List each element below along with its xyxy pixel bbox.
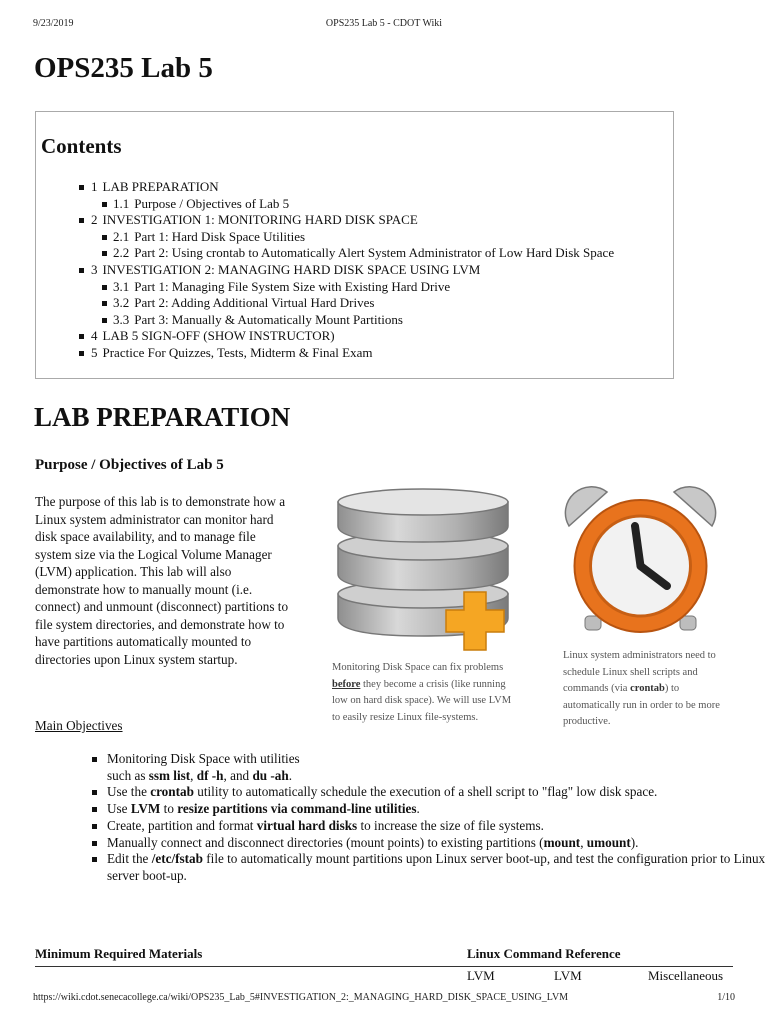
objective-item xyxy=(0,751,307,784)
toc-item[interactable] xyxy=(36,196,614,213)
intro-paragraph: The purpose of this lab is to demonstrate how a Linux system administrator can monitor hard disk space availability, and to manage file system size via the Logical Volume Manager (LVM) application. This lab will also demonstrate how to manually mount (i.e. connect) and unmount (disconnect) partitions to file system directories, and demonstrate how to have partitions automatically mounted to directories upon Linux system startup. xyxy=(35,494,289,667)
objective-text: , xyxy=(190,767,197,783)
figure1-caption: Monitoring Disk Space can fix problems before they become a crisis (like running low on hard disk space). We will use LVM to easily resize Linux file-systems. xyxy=(332,662,512,723)
section-title: LAB PREPARATION xyxy=(34,402,291,432)
toc-item[interactable] xyxy=(36,312,614,329)
objective-emphasis: ssm list xyxy=(148,767,191,783)
toc-item-label[interactable]: Part 1: Hard Disk Space Utilities xyxy=(134,228,306,244)
print-header xyxy=(33,18,735,32)
toc-item-number: 1.1 xyxy=(113,195,130,211)
objective-emphasis: /etc/fstab xyxy=(151,851,203,867)
objective-text: to xyxy=(160,801,178,817)
objective-emphasis: du -ah xyxy=(252,767,289,783)
toc-item-label[interactable]: INVESTIGATION 2: MANAGING HARD DISK SPACE USING LVM xyxy=(102,261,481,277)
toc-list xyxy=(36,179,614,362)
print-page-number: 1/10 xyxy=(717,992,735,1003)
toc-item[interactable] xyxy=(36,295,614,312)
print-date: 9/23/2019 xyxy=(33,18,74,29)
toc-item-label[interactable]: LAB PREPARATION xyxy=(102,179,219,194)
objective-text: file to automatically mount partitions upon Linux server boot-up, and test the configuration prior to Linux server boot-up. xyxy=(107,851,766,883)
toc-heading: Contents xyxy=(41,134,122,158)
objective-text: Edit the xyxy=(107,851,152,867)
objective-text: , and xyxy=(223,767,253,783)
database-add-icon xyxy=(330,486,520,656)
toc-item[interactable] xyxy=(36,279,614,296)
table-of-contents xyxy=(35,111,674,379)
toc-item-number: 2.2 xyxy=(113,245,130,261)
toc-item-label[interactable]: Part 1: Managing File System Size with Existing Hard Drive xyxy=(134,278,451,294)
command-reference-header: Linux Command Reference xyxy=(467,946,621,961)
main-objectives-link[interactable]: Main Objectives xyxy=(35,718,123,733)
toc-item-number: 5 xyxy=(91,344,98,360)
figure2-caption: Linux system administrators need to schedule Linux shell scripts and commands (via crontab) to automatically run in order to be more productive. xyxy=(563,650,720,727)
toc-item-label[interactable]: Practice For Quizzes, Tests, Midterm & Final Exam xyxy=(102,344,373,360)
toc-item-number: 2 xyxy=(91,212,98,228)
misc-column-header: Miscellaneous xyxy=(648,968,724,983)
toc-item-label[interactable]: INVESTIGATION 1: MONITORING HARD DISK SPACE xyxy=(102,212,418,228)
print-url: https://wiki.cdot.senecacollege.ca/wiki/OPS235_Lab_5#INVESTIGATION_2:_MANAGING_HARD_DISK_SPACE_USING_LVM xyxy=(33,992,569,1003)
toc-item-number: 3.3 xyxy=(113,311,130,327)
toc-item-number: 3.1 xyxy=(113,278,130,294)
toc-item[interactable] xyxy=(36,262,614,279)
objective-text: ). xyxy=(630,834,639,850)
objective-text: Manually connect and disconnect directories (mount points) to existing partitions ( xyxy=(107,834,544,850)
toc-item-label[interactable]: Part 3: Manually & Automatically Mount Partitions xyxy=(134,311,403,327)
toc-item-number: 1 xyxy=(91,179,98,194)
subsection-title: Purpose / Objectives of Lab 5 xyxy=(35,457,224,473)
objective-text: Create, partition and format xyxy=(107,817,257,833)
toc-item[interactable] xyxy=(36,229,614,246)
alarm-clock-icon xyxy=(563,486,718,636)
objective-text: . xyxy=(416,801,420,817)
toc-item[interactable] xyxy=(36,212,614,229)
objective-text: utility to automatically schedule the execution of a shell script to "flag" low disk space. xyxy=(193,784,658,800)
objective-text: Use xyxy=(107,801,131,817)
objective-emphasis: virtual hard disks xyxy=(256,817,358,833)
toc-item-number: 2.1 xyxy=(113,228,130,244)
objective-text: Use the xyxy=(107,784,151,800)
objective-item xyxy=(0,835,768,852)
toc-item-label[interactable]: LAB 5 SIGN-OFF (SHOW INSTRUCTOR) xyxy=(102,328,335,344)
toc-item-number: 3 xyxy=(91,261,98,277)
page-title: OPS235 Lab 5 xyxy=(34,52,213,84)
objective-text: to increase the size of file systems. xyxy=(357,817,544,833)
objectives-list xyxy=(0,751,768,885)
print-footer xyxy=(33,992,735,1006)
toc-item-label[interactable]: Part 2: Using crontab to Automatically Alert System Administrator of Low Hard Disk Space xyxy=(134,245,615,261)
toc-item[interactable] xyxy=(36,328,614,345)
materials-header: Minimum Required Materials xyxy=(35,946,203,961)
toc-item-label[interactable]: Part 2: Adding Additional Virtual Hard Drives xyxy=(134,295,375,311)
print-title: OPS235 Lab 5 - CDOT Wiki xyxy=(325,18,443,29)
toc-item[interactable] xyxy=(36,179,614,196)
objective-emphasis: mount xyxy=(543,834,581,850)
objective-item xyxy=(0,818,768,835)
objective-item xyxy=(0,851,768,884)
objective-item xyxy=(0,784,768,801)
toc-item[interactable] xyxy=(36,345,614,362)
objective-emphasis: crontab xyxy=(150,784,194,800)
objective-text: Monitoring Disk Space with utilities such as xyxy=(107,751,300,783)
objective-item xyxy=(0,801,768,818)
objective-emphasis: LVM xyxy=(130,801,161,817)
toc-item[interactable] xyxy=(36,245,614,262)
toc-item-label[interactable]: Purpose / Objectives of Lab 5 xyxy=(134,195,290,211)
toc-item-number: 4 xyxy=(91,328,98,344)
objective-emphasis: umount xyxy=(586,834,631,850)
lvm-column-header-2: LVM xyxy=(554,968,582,983)
objective-emphasis: df -h xyxy=(196,767,224,783)
objective-text: , xyxy=(580,834,587,850)
objective-emphasis: resize partitions via command-line utilities xyxy=(177,801,417,817)
lvm-column-header-1: LVM xyxy=(467,968,495,983)
table-divider xyxy=(35,966,733,967)
toc-item-number: 3.2 xyxy=(113,295,130,311)
objective-text: . xyxy=(288,767,293,783)
